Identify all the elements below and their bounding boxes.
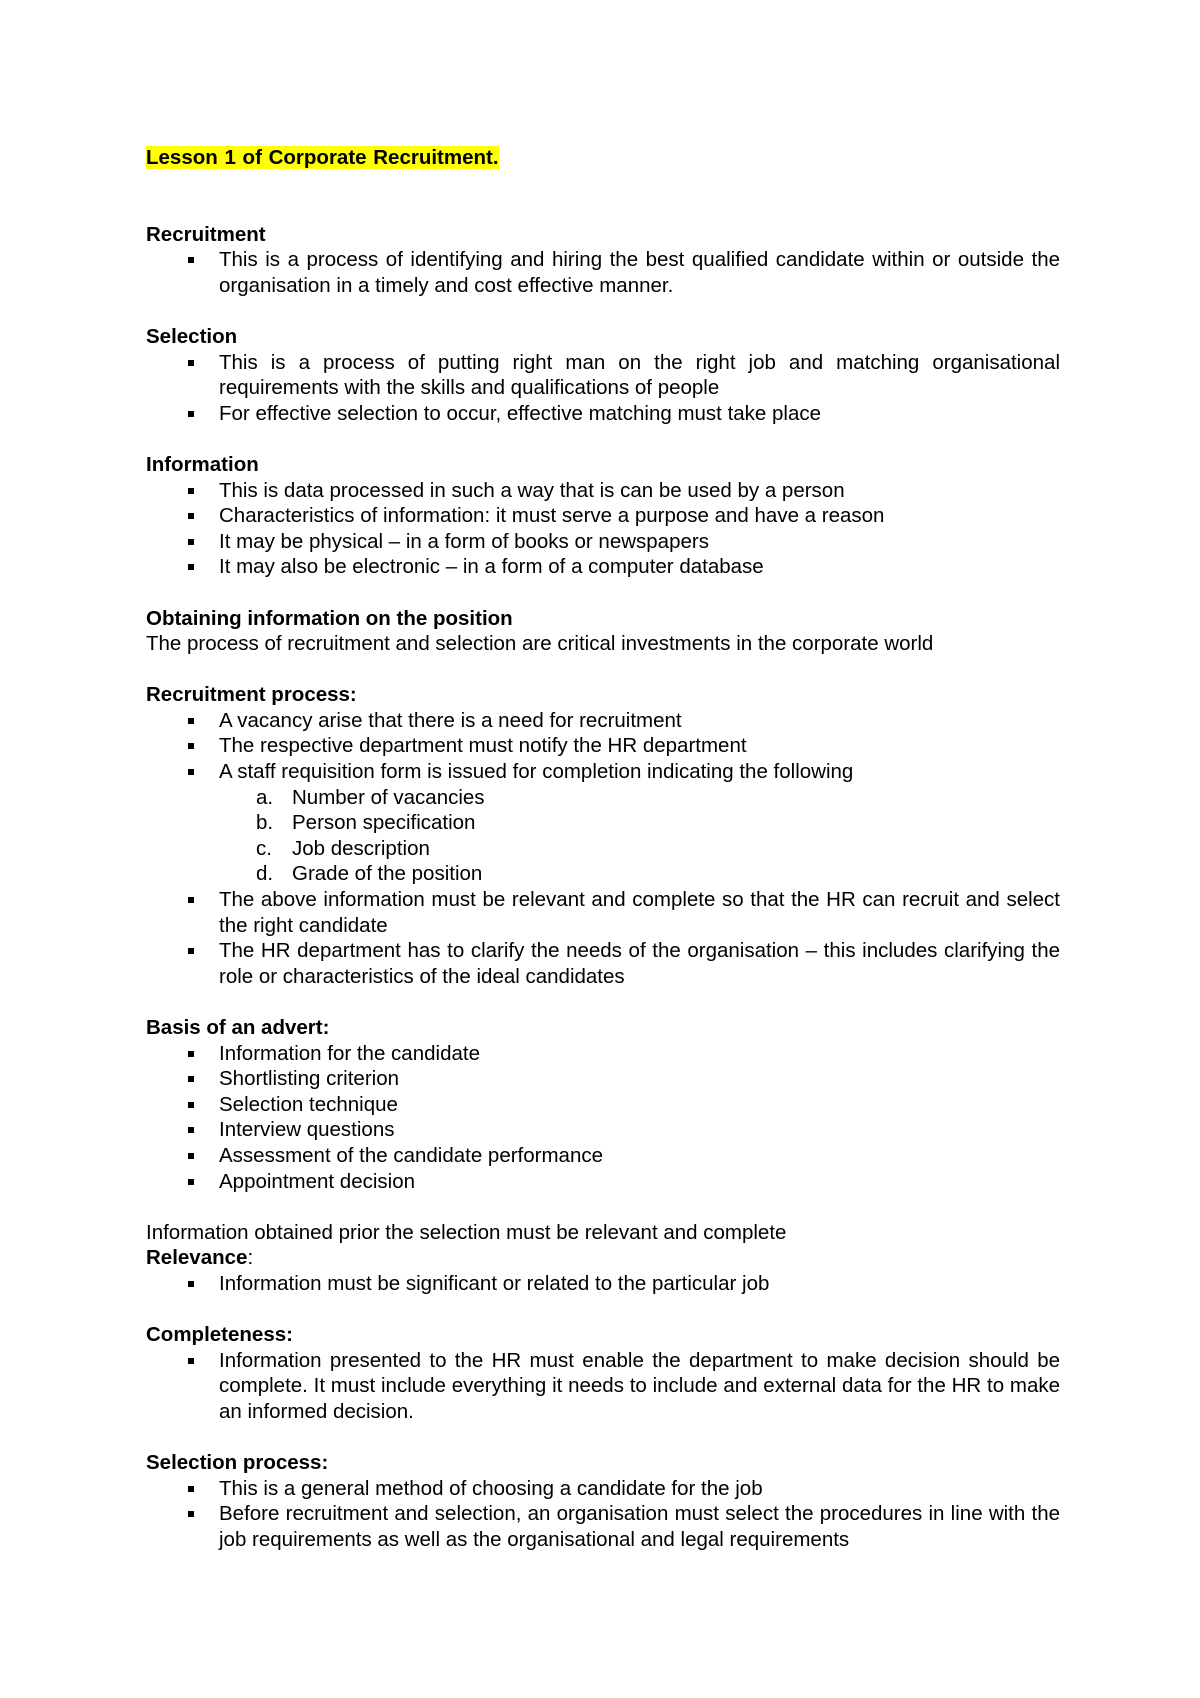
list-item: The respective department must notify the HR department (146, 733, 1060, 759)
heading-advert: Basis of an advert: (146, 1016, 330, 1039)
list-item: This is a general method of choosing a candidate for the job (146, 1476, 1060, 1502)
sub-list-text: Number of vacancies (292, 785, 485, 809)
selection-process-list (146, 1476, 1060, 1553)
list-item: For effective selection to occur, effective matching must take place (146, 401, 1060, 427)
list-item: It may also be electronic – in a form of a computer database (146, 554, 1060, 580)
sub-list-letter: b. (256, 811, 274, 835)
recruitment-process-list (146, 708, 1060, 785)
information-list (146, 478, 1060, 580)
list-item: Information must be significant or related to the particular job (146, 1271, 1060, 1297)
sub-list-letter: d. (256, 862, 274, 886)
list-item: Assessment of the candidate performance (146, 1143, 1060, 1169)
list-item: Interview questions (146, 1117, 1060, 1143)
list-item: A staff requisition form is issued for completion indicating the following (146, 759, 1060, 785)
sub-list-text: Grade of the position (292, 862, 483, 886)
document-page (146, 145, 1060, 1552)
info-prior-text: Information obtained prior the selection must be relevant and complete (146, 1220, 787, 1244)
section-recruitment-process (146, 682, 1060, 989)
list-item: The HR department has to clarify the needs of the organisation – this includes clarifying the role or characteristics of the ideal candidates (146, 938, 1060, 989)
section-selection-process (146, 1450, 1060, 1552)
sub-list-letter: c. (256, 836, 272, 860)
sub-list-item (146, 861, 1060, 887)
requisition-sublist (146, 785, 1060, 887)
list-item: This is a process of putting right man on the right job and matching organisational requirements with the skills and qualifications of people (146, 350, 1060, 401)
list-item: Shortlisting criterion (146, 1066, 1060, 1092)
section-advert (146, 1015, 1060, 1194)
recruitment-process-list-continued (146, 887, 1060, 989)
list-item: Selection technique (146, 1092, 1060, 1118)
list-item: This is data processed in such a way that is can be used by a person (146, 478, 1060, 504)
section-obtaining (146, 606, 1060, 657)
heading-selection: Selection (146, 324, 238, 348)
list-item: Before recruitment and selection, an organisation must select the procedures in line with the job requirements as well as the organisational and legal requirements (146, 1501, 1060, 1552)
advert-list (146, 1041, 1060, 1195)
document-title: Lesson 1 of Corporate Recruitment. (146, 146, 499, 169)
section-completeness (146, 1322, 1060, 1424)
obtaining-text: The process of recruitment and selection are critical investments in the corporate world (146, 632, 934, 656)
sub-list-item (146, 810, 1060, 836)
sub-list-text: Person specification (292, 811, 476, 835)
heading-selection-process: Selection process: (146, 1451, 329, 1475)
list-item: Information presented to the HR must enable the department to make decision should be complete. It must include everything it needs to include and external data for the HR to make an informed decision. (146, 1348, 1060, 1425)
relevance-list (146, 1271, 1060, 1297)
heading-recruitment: Recruitment (146, 222, 266, 246)
list-item: Characteristics of information: it must serve a purpose and have a reason (146, 503, 1060, 529)
list-item: This is a process of identifying and hiring the best qualified candidate within or outside the organisation in a timely and cost effective manner. (146, 247, 1060, 298)
list-item: Information for the candidate (146, 1041, 1060, 1067)
list-item: Appointment decision (146, 1169, 1060, 1195)
sub-list-item (146, 785, 1060, 811)
section-relevance (146, 1220, 1060, 1297)
selection-list (146, 350, 1060, 427)
heading-obtaining: Obtaining information on the position (146, 606, 513, 630)
sub-list-item (146, 836, 1060, 862)
section-information (146, 452, 1060, 580)
list-item: The above information must be relevant and complete so that the HR can recruit and select the right candidate (146, 887, 1060, 938)
title-block (146, 145, 1060, 171)
heading-information: Information (146, 452, 259, 476)
completeness-list (146, 1348, 1060, 1425)
relevance-colon: : (247, 1246, 254, 1270)
heading-completeness: Completeness: (146, 1323, 293, 1347)
recruitment-list (146, 247, 1060, 298)
section-selection (146, 324, 1060, 426)
sub-list-text: Job description (292, 836, 430, 860)
sub-list-letter: a. (256, 785, 274, 809)
list-item: It may be physical – in a form of books or newspapers (146, 529, 1060, 555)
heading-relevance: Relevance (146, 1246, 248, 1270)
heading-recruitment-process: Recruitment process: (146, 683, 357, 707)
relevance-heading-line (146, 1245, 1060, 1271)
section-recruitment (146, 222, 1060, 299)
list-item: A vacancy arise that there is a need for recruitment (146, 708, 1060, 734)
